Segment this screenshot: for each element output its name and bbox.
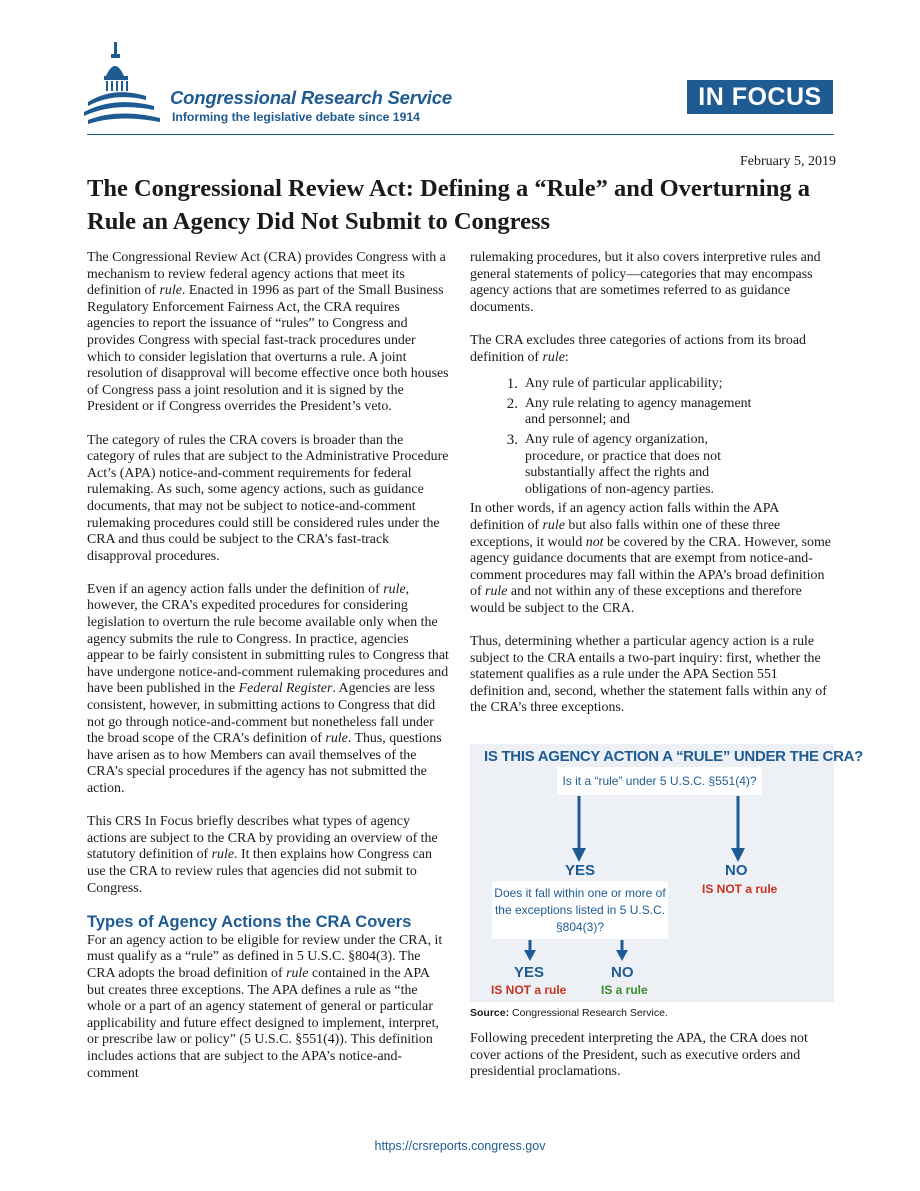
page-title: The Congressional Review Act: Defining a “Rule” and Overturning a Rule an Agency Did Not Submit to Congress bbox=[87, 175, 810, 235]
capitol-logo-icon bbox=[84, 40, 164, 130]
section-heading: Types of Agency Actions the CRA Covers bbox=[87, 912, 412, 931]
left-column bbox=[87, 250, 449, 1099]
exceptions-list bbox=[470, 376, 834, 498]
no-result-1: IS NOT a rule bbox=[702, 882, 778, 896]
right-column bbox=[470, 250, 834, 734]
paragraph-president: Following precedent interpreting the APA, the CRA does not cover actions of the President, such as executive orders and presidential proclamations. bbox=[470, 1031, 808, 1080]
paragraph-overview: This CRS In Focus briefly describes what types of agency actions are subject to the CRA by providing an overview of the statutory definition of rule. It then explains how Congress can use the CRA to review rules that agencies did not submit to Congress. bbox=[87, 814, 438, 896]
paragraph-exclusions: The CRA excludes three categories of actions from its broad definition of rule: bbox=[470, 332, 806, 365]
right-column-after-figure bbox=[470, 1031, 834, 1097]
yes-label-1: YES bbox=[565, 862, 596, 879]
list-item: 1. Any rule of particular applicability; bbox=[506, 376, 723, 393]
list-item: 2. Any rule relating to agency management and personnel; and bbox=[506, 395, 752, 428]
flowchart-figure bbox=[470, 744, 864, 1002]
paragraph-submission: Even if an agency action falls under the definition of rule, however, the CRA’s expedited procedures for considering legislation to overturn the rule become available only when the agency submits the rule to Congress. In practice, agencies appear to be fairly consistent in submitting rules to Congress that have undergone notice-and-comment rulemaking procedures and have been published in the Federal Register. Agencies are less consistent, however, in submitting actions to Congress that did not go through notice-and-comment but nonetheless fall under the broad scope of the CRA’s definition of rule. Thus, questions have arisen as to how Members can avail themselves of the CRA’s special procedures if the agency has not submitted the action. bbox=[87, 581, 449, 796]
no-result-2: IS a rule bbox=[601, 983, 648, 997]
footer-link[interactable]: https://crsreports.congress.gov bbox=[374, 1139, 546, 1153]
no-label-1: NO bbox=[725, 862, 748, 879]
question-box-2: Does it fall within one or more of the exceptions listed in 5 U.S.C. §804(3)? bbox=[492, 881, 668, 939]
org-name: Congressional Research Service bbox=[170, 87, 452, 108]
question-box-1: Is it a “rule” under 5 U.S.C. §551(4)? bbox=[557, 767, 762, 795]
paragraph-intro: The Congressional Review Act (CRA) provides Congress with a mechanism to review federal agency actions that meet its definition of rule. Enacted in 1996 as part of the Small Business Regulatory Enforcement Fairness Act, the CRA requires agencies to report the issuance of “rules” to Congress and provides Congress with special fast-track procedures under which to consider legislation that overturns a rule. A joint resolution of disapproval will become effective once both houses of Congress pass a joint resolution and it is signed by the President or if Congress overrides the President’s veto. bbox=[87, 250, 449, 415]
no-label-2: NO bbox=[611, 964, 634, 981]
paragraph-definition: For an agency action to be eligible for review under the CRA, it must qualify as a “rule” as defined in 5 U.S.C. §804(3). The CRA adopts the broad definition of rule contained in the APA but creates three exceptions. The APA defines a rule as “the whole or a part of an agency statement of general or particular applicability and future effect designed to implement, interpret, or prescribe law or policy” (5 U.S.C. §551(4)). This definition includes actions that are subject to the APA’s notice-and-comment bbox=[87, 932, 443, 1081]
header-divider bbox=[87, 134, 834, 135]
yes-label-2: YES bbox=[514, 964, 545, 981]
publication-date: February 5, 2019 bbox=[739, 154, 836, 169]
yes-result-2: IS NOT a rule bbox=[491, 983, 567, 997]
paragraph-two-part: Thus, determining whether a particular agency action is a rule subject to the CRA entails a two-part inquiry: first, whether the statement qualifies as a rule under the APA Section 551 definition and, second, whether the statement falls within any of the CRA’s three exceptions. bbox=[470, 634, 827, 716]
figure-source: Source: Congressional Research Service. bbox=[470, 1007, 668, 1019]
paragraph-scope: The category of rules the CRA covers is broader than the category of rules that are subject to the Administrative Procedure Act’s (APA) notice-and-comment requirements for federal rulemaking. As such, some agency actions, such as guidance documents, that may not be subject to notice-and-comment rulemaking procedures could still be considered rules under the CRA and thus could be subject to the CRA’s fast-track disapproval procedures. bbox=[87, 432, 449, 564]
in-focus-badge: IN FOCUS bbox=[687, 80, 833, 114]
org-tagline: Informing the legislative debate since 1914 bbox=[172, 110, 420, 124]
paragraph-continued: rulemaking procedures, but it also covers interpretive rules and general statements of policy—categories that may encompass agency actions that are sometimes referred to as guidance documents. bbox=[470, 250, 821, 315]
paragraph-other-words: In other words, if an agency action falls within the APA definition of rule but also falls within one of these three exceptions, it would not be covered by the CRA. However, some agency guidance documents that are exempt from notice-and-comment procedures may fall within the APA’s broad definition of rule and not within any of these exceptions and therefore would be subject to the CRA. bbox=[470, 501, 831, 616]
list-item: 3. Any rule of agency organization, procedure, or practice that does not substantially affect the rights and obligations of non-agency parties. bbox=[506, 431, 721, 497]
figure-title: IS THIS AGENCY ACTION A “RULE” UNDER THE CRA? bbox=[484, 748, 864, 765]
